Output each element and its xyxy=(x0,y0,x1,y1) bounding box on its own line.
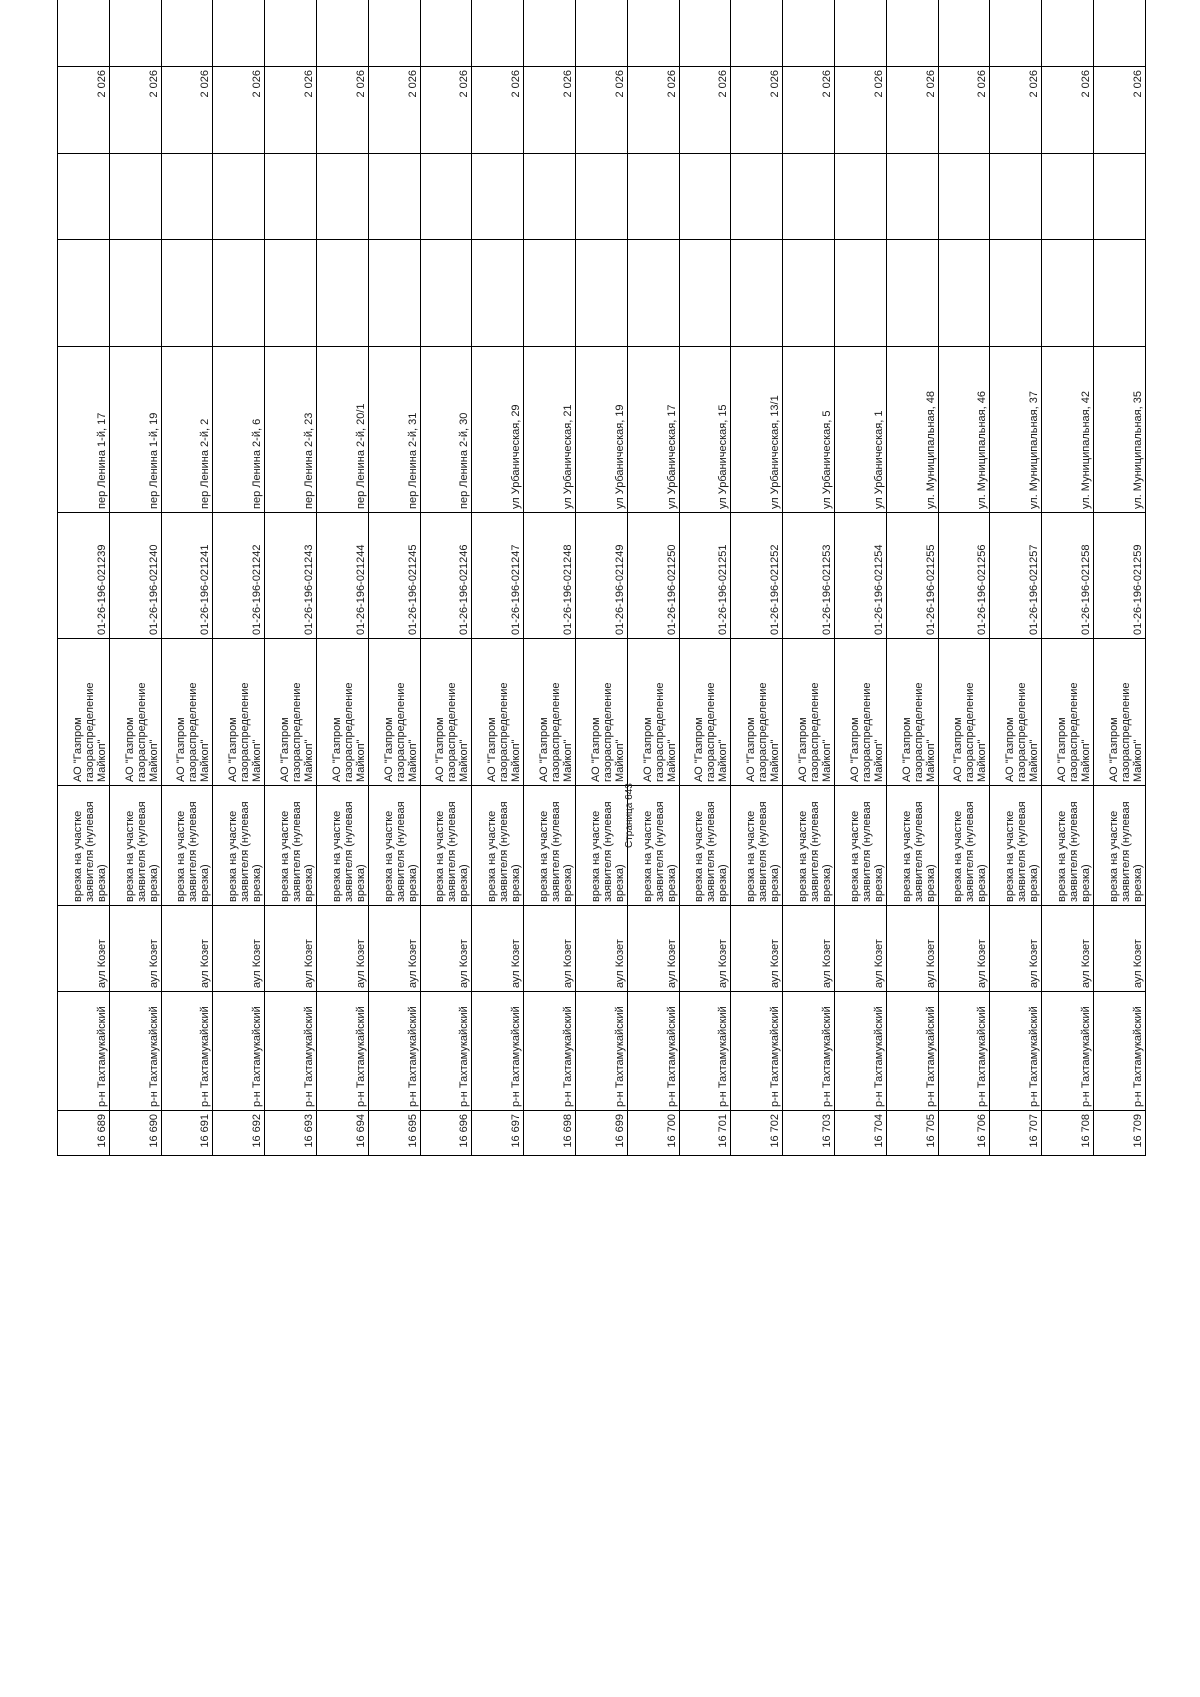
address-cell: пер Ленина 2-й, 31 xyxy=(368,347,420,513)
address-cell: пер Ленина 1-й, 17 xyxy=(58,347,110,513)
empty-cell xyxy=(731,154,783,240)
connection-type-cell: врезка на участке заявителя (нулевая врезка) xyxy=(938,786,990,906)
organization-cell: АО "Газпром газораспределение Майкоп" xyxy=(161,639,213,786)
village-cell: аул Козет xyxy=(575,906,627,992)
application-code-cell: 01-26-196-021259 xyxy=(1093,513,1145,639)
empty-cell xyxy=(316,240,368,347)
organization-cell: АО "Газпром газораспределение Майкоп" xyxy=(627,639,679,786)
village-cell: аул Козет xyxy=(938,906,990,992)
village-cell: аул Козет xyxy=(420,906,472,992)
year-cell: 2 026 xyxy=(1093,67,1145,154)
connection-type-cell: врезка на участке заявителя (нулевая врезка) xyxy=(265,786,317,906)
empty-cell xyxy=(1042,154,1094,240)
village-cell: аул Козет xyxy=(472,906,524,992)
address-cell: ул Урбаническая, 19 xyxy=(575,347,627,513)
address-cell: ул Урбаническая, 5 xyxy=(783,347,835,513)
connection-type-cell: врезка на участке заявителя (нулевая врезка) xyxy=(161,786,213,906)
empty-cell xyxy=(990,154,1042,240)
connection-type-cell: врезка на участке заявителя (нулевая врезка) xyxy=(1093,786,1145,906)
empty-cell xyxy=(783,240,835,347)
year-cell: 2 026 xyxy=(420,67,472,154)
table-row xyxy=(109,0,161,1156)
organization-cell: АО "Газпром газораспределение Майкоп" xyxy=(834,639,886,786)
month-cell xyxy=(783,0,835,67)
year-cell: 2 026 xyxy=(316,67,368,154)
empty-cell xyxy=(58,154,110,240)
organization-cell: АО "Газпром газораспределение Майкоп" xyxy=(524,639,576,786)
village-cell: аул Козет xyxy=(368,906,420,992)
organization-cell: АО "Газпром газораспределение Майкоп" xyxy=(1093,639,1145,786)
row-number: 16 698 xyxy=(524,1111,576,1156)
row-number: 16 693 xyxy=(265,1111,317,1156)
register-table xyxy=(57,0,1146,1156)
empty-cell xyxy=(368,154,420,240)
village-cell: аул Козет xyxy=(886,906,938,992)
organization-cell: АО "Газпром газораспределение Майкоп" xyxy=(679,639,731,786)
empty-cell xyxy=(990,240,1042,347)
village-cell: аул Козет xyxy=(161,906,213,992)
year-cell: 2 026 xyxy=(161,67,213,154)
empty-cell xyxy=(524,154,576,240)
month-cell xyxy=(58,0,110,67)
table-row xyxy=(834,0,886,1156)
connection-type-cell: врезка на участке заявителя (нулевая врезка) xyxy=(731,786,783,906)
table-row xyxy=(472,0,524,1156)
district-cell: р-н Тахтамукайский xyxy=(938,992,990,1111)
village-cell: аул Козет xyxy=(524,906,576,992)
table-row xyxy=(265,0,317,1156)
empty-cell xyxy=(316,154,368,240)
empty-cell xyxy=(420,240,472,347)
table-row xyxy=(316,0,368,1156)
empty-cell xyxy=(886,240,938,347)
row-number: 16 699 xyxy=(575,1111,627,1156)
address-cell: ул Урбаническая, 1 xyxy=(834,347,886,513)
row-number: 16 702 xyxy=(731,1111,783,1156)
table-row xyxy=(938,0,990,1156)
village-cell: аул Козет xyxy=(1093,906,1145,992)
empty-cell xyxy=(161,154,213,240)
application-code-cell: 01-26-196-021251 xyxy=(679,513,731,639)
connection-type-cell: врезка на участке заявителя (нулевая врезка) xyxy=(524,786,576,906)
connection-type-cell: врезка на участке заявителя (нулевая врезка) xyxy=(834,786,886,906)
row-number: 16 689 xyxy=(58,1111,110,1156)
year-cell: 2 026 xyxy=(731,67,783,154)
year-cell: 2 026 xyxy=(58,67,110,154)
village-cell: аул Козет xyxy=(1042,906,1094,992)
village-cell: аул Козет xyxy=(627,906,679,992)
empty-cell xyxy=(834,154,886,240)
month-cell xyxy=(316,0,368,67)
address-cell: ул Урбаническая, 13/1 xyxy=(731,347,783,513)
connection-type-cell: врезка на участке заявителя (нулевая врезка) xyxy=(783,786,835,906)
address-cell: ул. Муниципальная, 48 xyxy=(886,347,938,513)
month-cell xyxy=(109,0,161,67)
empty-cell xyxy=(1042,240,1094,347)
row-number: 16 697 xyxy=(472,1111,524,1156)
address-cell: пер Ленина 2-й, 20/1 xyxy=(316,347,368,513)
month-cell xyxy=(731,0,783,67)
empty-cell xyxy=(938,240,990,347)
connection-type-cell: врезка на участке заявителя (нулевая врезка) xyxy=(420,786,472,906)
village-cell: аул Козет xyxy=(58,906,110,992)
application-code-cell: 01-26-196-021241 xyxy=(161,513,213,639)
table-row xyxy=(524,0,576,1156)
empty-cell xyxy=(213,240,265,347)
district-cell: р-н Тахтамукайский xyxy=(265,992,317,1111)
application-code-cell: 01-26-196-021249 xyxy=(575,513,627,639)
application-code-cell: 01-26-196-021257 xyxy=(990,513,1042,639)
district-cell: р-н Тахтамукайский xyxy=(627,992,679,1111)
empty-cell xyxy=(783,154,835,240)
organization-cell: АО "Газпром газораспределение Майкоп" xyxy=(265,639,317,786)
month-cell xyxy=(1093,0,1145,67)
village-cell: аул Козет xyxy=(679,906,731,992)
village-cell: аул Козет xyxy=(731,906,783,992)
empty-cell xyxy=(575,154,627,240)
application-code-cell: 01-26-196-021255 xyxy=(886,513,938,639)
address-cell: ул. Муниципальная, 37 xyxy=(990,347,1042,513)
month-cell xyxy=(990,0,1042,67)
row-number: 16 703 xyxy=(783,1111,835,1156)
organization-cell: АО "Газпром газораспределение Майкоп" xyxy=(316,639,368,786)
table-row xyxy=(627,0,679,1156)
address-cell: пер Ленина 1-й, 19 xyxy=(109,347,161,513)
organization-cell: АО "Газпром газораспределение Майкоп" xyxy=(938,639,990,786)
row-number: 16 706 xyxy=(938,1111,990,1156)
district-cell: р-н Тахтамукайский xyxy=(783,992,835,1111)
district-cell: р-н Тахтамукайский xyxy=(58,992,110,1111)
table-row xyxy=(1093,0,1145,1156)
application-code-cell: 01-26-196-021250 xyxy=(627,513,679,639)
row-number: 16 704 xyxy=(834,1111,886,1156)
application-code-cell: 01-26-196-021240 xyxy=(109,513,161,639)
year-cell: 2 026 xyxy=(834,67,886,154)
table-row xyxy=(679,0,731,1156)
organization-cell: АО "Газпром газораспределение Майкоп" xyxy=(420,639,472,786)
empty-cell xyxy=(109,240,161,347)
table-row xyxy=(58,0,110,1156)
empty-cell xyxy=(731,240,783,347)
application-code-cell: 01-26-196-021243 xyxy=(265,513,317,639)
month-cell xyxy=(161,0,213,67)
empty-cell xyxy=(575,240,627,347)
connection-type-cell: врезка на участке заявителя (нулевая врезка) xyxy=(316,786,368,906)
village-cell: аул Козет xyxy=(990,906,1042,992)
empty-cell xyxy=(627,240,679,347)
row-number: 16 692 xyxy=(213,1111,265,1156)
district-cell: р-н Тахтамукайский xyxy=(1042,992,1094,1111)
table-row xyxy=(161,0,213,1156)
address-cell: пер Ленина 2-й, 30 xyxy=(420,347,472,513)
empty-cell xyxy=(213,154,265,240)
row-number: 16 696 xyxy=(420,1111,472,1156)
empty-cell xyxy=(420,154,472,240)
organization-cell: АО "Газпром газораспределение Майкоп" xyxy=(109,639,161,786)
village-cell: аул Козет xyxy=(783,906,835,992)
empty-cell xyxy=(472,240,524,347)
application-code-cell: 01-26-196-021246 xyxy=(420,513,472,639)
district-cell: р-н Тахтамукайский xyxy=(990,992,1042,1111)
district-cell: р-н Тахтамукайский xyxy=(834,992,886,1111)
address-cell: ул Урбаническая, 17 xyxy=(627,347,679,513)
row-number: 16 701 xyxy=(679,1111,731,1156)
row-number: 16 709 xyxy=(1093,1111,1145,1156)
row-number: 16 708 xyxy=(1042,1111,1094,1156)
table-row xyxy=(368,0,420,1156)
table-row xyxy=(420,0,472,1156)
organization-cell: АО "Газпром газораспределение Майкоп" xyxy=(990,639,1042,786)
connection-type-cell: врезка на участке заявителя (нулевая врезка) xyxy=(109,786,161,906)
table-row xyxy=(213,0,265,1156)
connection-type-cell: врезка на участке заявителя (нулевая врезка) xyxy=(1042,786,1094,906)
village-cell: аул Козет xyxy=(834,906,886,992)
connection-type-cell: врезка на участке заявителя (нулевая врезка) xyxy=(58,786,110,906)
address-cell: ул Урбаническая, 29 xyxy=(472,347,524,513)
empty-cell xyxy=(265,154,317,240)
year-cell: 2 026 xyxy=(265,67,317,154)
month-cell xyxy=(265,0,317,67)
table-row xyxy=(783,0,835,1156)
application-code-cell: 01-26-196-021247 xyxy=(472,513,524,639)
organization-cell: АО "Газпром газораспределение Майкоп" xyxy=(368,639,420,786)
year-cell: 2 026 xyxy=(679,67,731,154)
village-cell: аул Козет xyxy=(213,906,265,992)
organization-cell: АО "Газпром газораспределение Майкоп" xyxy=(1042,639,1094,786)
month-cell xyxy=(524,0,576,67)
district-cell: р-н Тахтамукайский xyxy=(524,992,576,1111)
year-cell: 2 026 xyxy=(886,67,938,154)
empty-cell xyxy=(58,240,110,347)
year-cell: 2 026 xyxy=(213,67,265,154)
row-number: 16 705 xyxy=(886,1111,938,1156)
month-cell xyxy=(886,0,938,67)
district-cell: р-н Тахтамукайский xyxy=(109,992,161,1111)
month-cell xyxy=(938,0,990,67)
address-cell: ул Урбаническая, 15 xyxy=(679,347,731,513)
application-code-cell: 01-26-196-021253 xyxy=(783,513,835,639)
connection-type-cell: врезка на участке заявителя (нулевая врезка) xyxy=(679,786,731,906)
address-cell: пер Ленина 2-й, 6 xyxy=(213,347,265,513)
connection-type-cell: врезка на участке заявителя (нулевая врезка) xyxy=(990,786,1042,906)
district-cell: р-н Тахтамукайский xyxy=(679,992,731,1111)
organization-cell: АО "Газпром газораспределение Майкоп" xyxy=(472,639,524,786)
connection-type-cell: врезка на участке заявителя (нулевая врезка) xyxy=(472,786,524,906)
connection-type-cell: врезка на участке заявителя (нулевая врезка) xyxy=(886,786,938,906)
organization-cell: АО "Газпром газораспределение Майкоп" xyxy=(731,639,783,786)
month-cell xyxy=(1042,0,1094,67)
connection-type-cell: врезка на участке заявителя (нулевая врезка) xyxy=(213,786,265,906)
row-number: 16 700 xyxy=(627,1111,679,1156)
month-cell xyxy=(575,0,627,67)
row-number: 16 694 xyxy=(316,1111,368,1156)
empty-cell xyxy=(109,154,161,240)
application-code-cell: 01-26-196-021252 xyxy=(731,513,783,639)
application-code-cell: 01-26-196-021248 xyxy=(524,513,576,639)
application-code-cell: 01-26-196-021245 xyxy=(368,513,420,639)
empty-cell xyxy=(161,240,213,347)
district-cell: р-н Тахтамукайский xyxy=(420,992,472,1111)
year-cell: 2 026 xyxy=(1042,67,1094,154)
organization-cell: АО "Газпром газораспределение Майкоп" xyxy=(58,639,110,786)
district-cell: р-н Тахтамукайский xyxy=(161,992,213,1111)
month-cell xyxy=(420,0,472,67)
empty-cell xyxy=(1093,240,1145,347)
address-cell: ул Урбаническая, 21 xyxy=(524,347,576,513)
address-cell: ул. Муниципальная, 35 xyxy=(1093,347,1145,513)
year-cell: 2 026 xyxy=(109,67,161,154)
month-cell xyxy=(472,0,524,67)
district-cell: р-н Тахтамукайский xyxy=(472,992,524,1111)
row-number: 16 691 xyxy=(161,1111,213,1156)
month-cell xyxy=(834,0,886,67)
year-cell: 2 026 xyxy=(524,67,576,154)
district-cell: р-н Тахтамукайский xyxy=(368,992,420,1111)
application-code-cell: 01-26-196-021239 xyxy=(58,513,110,639)
year-cell: 2 026 xyxy=(627,67,679,154)
empty-cell xyxy=(1093,154,1145,240)
empty-cell xyxy=(886,154,938,240)
year-cell: 2 026 xyxy=(783,67,835,154)
empty-cell xyxy=(679,154,731,240)
village-cell: аул Козет xyxy=(265,906,317,992)
table-body xyxy=(58,0,1146,1156)
address-cell: пер Ленина 2-й, 23 xyxy=(265,347,317,513)
page-footer: Страница 643 xyxy=(624,783,635,848)
village-cell: аул Козет xyxy=(316,906,368,992)
application-code-cell: 01-26-196-021254 xyxy=(834,513,886,639)
empty-cell xyxy=(524,240,576,347)
organization-cell: АО "Газпром газораспределение Майкоп" xyxy=(575,639,627,786)
year-cell: 2 026 xyxy=(472,67,524,154)
district-cell: р-н Тахтамукайский xyxy=(886,992,938,1111)
table-row xyxy=(886,0,938,1156)
year-cell: 2 026 xyxy=(368,67,420,154)
address-cell: пер Ленина 2-й, 2 xyxy=(161,347,213,513)
district-cell: р-н Тахтамукайский xyxy=(213,992,265,1111)
year-cell: 2 026 xyxy=(990,67,1042,154)
row-number: 16 695 xyxy=(368,1111,420,1156)
empty-cell xyxy=(834,240,886,347)
organization-cell: АО "Газпром газораспределение Майкоп" xyxy=(213,639,265,786)
village-cell: аул Козет xyxy=(109,906,161,992)
month-cell xyxy=(213,0,265,67)
rotated-page xyxy=(57,34,1146,1156)
table-row xyxy=(575,0,627,1156)
connection-type-cell: врезка на участке заявителя (нулевая врезка) xyxy=(368,786,420,906)
year-cell: 2 026 xyxy=(575,67,627,154)
connection-type-cell: врезка на участке заявителя (нулевая врезка) xyxy=(627,786,679,906)
connection-type-cell: врезка на участке заявителя (нулевая врезка) xyxy=(575,786,627,906)
empty-cell xyxy=(472,154,524,240)
empty-cell xyxy=(368,240,420,347)
empty-cell xyxy=(679,240,731,347)
district-cell: р-н Тахтамукайский xyxy=(1093,992,1145,1111)
year-cell: 2 026 xyxy=(938,67,990,154)
empty-cell xyxy=(627,154,679,240)
month-cell xyxy=(368,0,420,67)
address-cell: ул. Муниципальная, 42 xyxy=(1042,347,1094,513)
month-cell xyxy=(627,0,679,67)
month-cell xyxy=(679,0,731,67)
table-row xyxy=(731,0,783,1156)
organization-cell: АО "Газпром газораспределение Майкоп" xyxy=(886,639,938,786)
district-cell: р-н Тахтамукайский xyxy=(731,992,783,1111)
district-cell: р-н Тахтамукайский xyxy=(316,992,368,1111)
organization-cell: АО "Газпром газораспределение Майкоп" xyxy=(783,639,835,786)
row-number: 16 707 xyxy=(990,1111,1042,1156)
table-row xyxy=(990,0,1042,1156)
application-code-cell: 01-26-196-021242 xyxy=(213,513,265,639)
empty-cell xyxy=(938,154,990,240)
row-number: 16 690 xyxy=(109,1111,161,1156)
empty-cell xyxy=(265,240,317,347)
application-code-cell: 01-26-196-021244 xyxy=(316,513,368,639)
application-code-cell: 01-26-196-021256 xyxy=(938,513,990,639)
address-cell: ул. Муниципальная, 46 xyxy=(938,347,990,513)
application-code-cell: 01-26-196-021258 xyxy=(1042,513,1094,639)
table-row xyxy=(1042,0,1094,1156)
district-cell: р-н Тахтамукайский xyxy=(575,992,627,1111)
